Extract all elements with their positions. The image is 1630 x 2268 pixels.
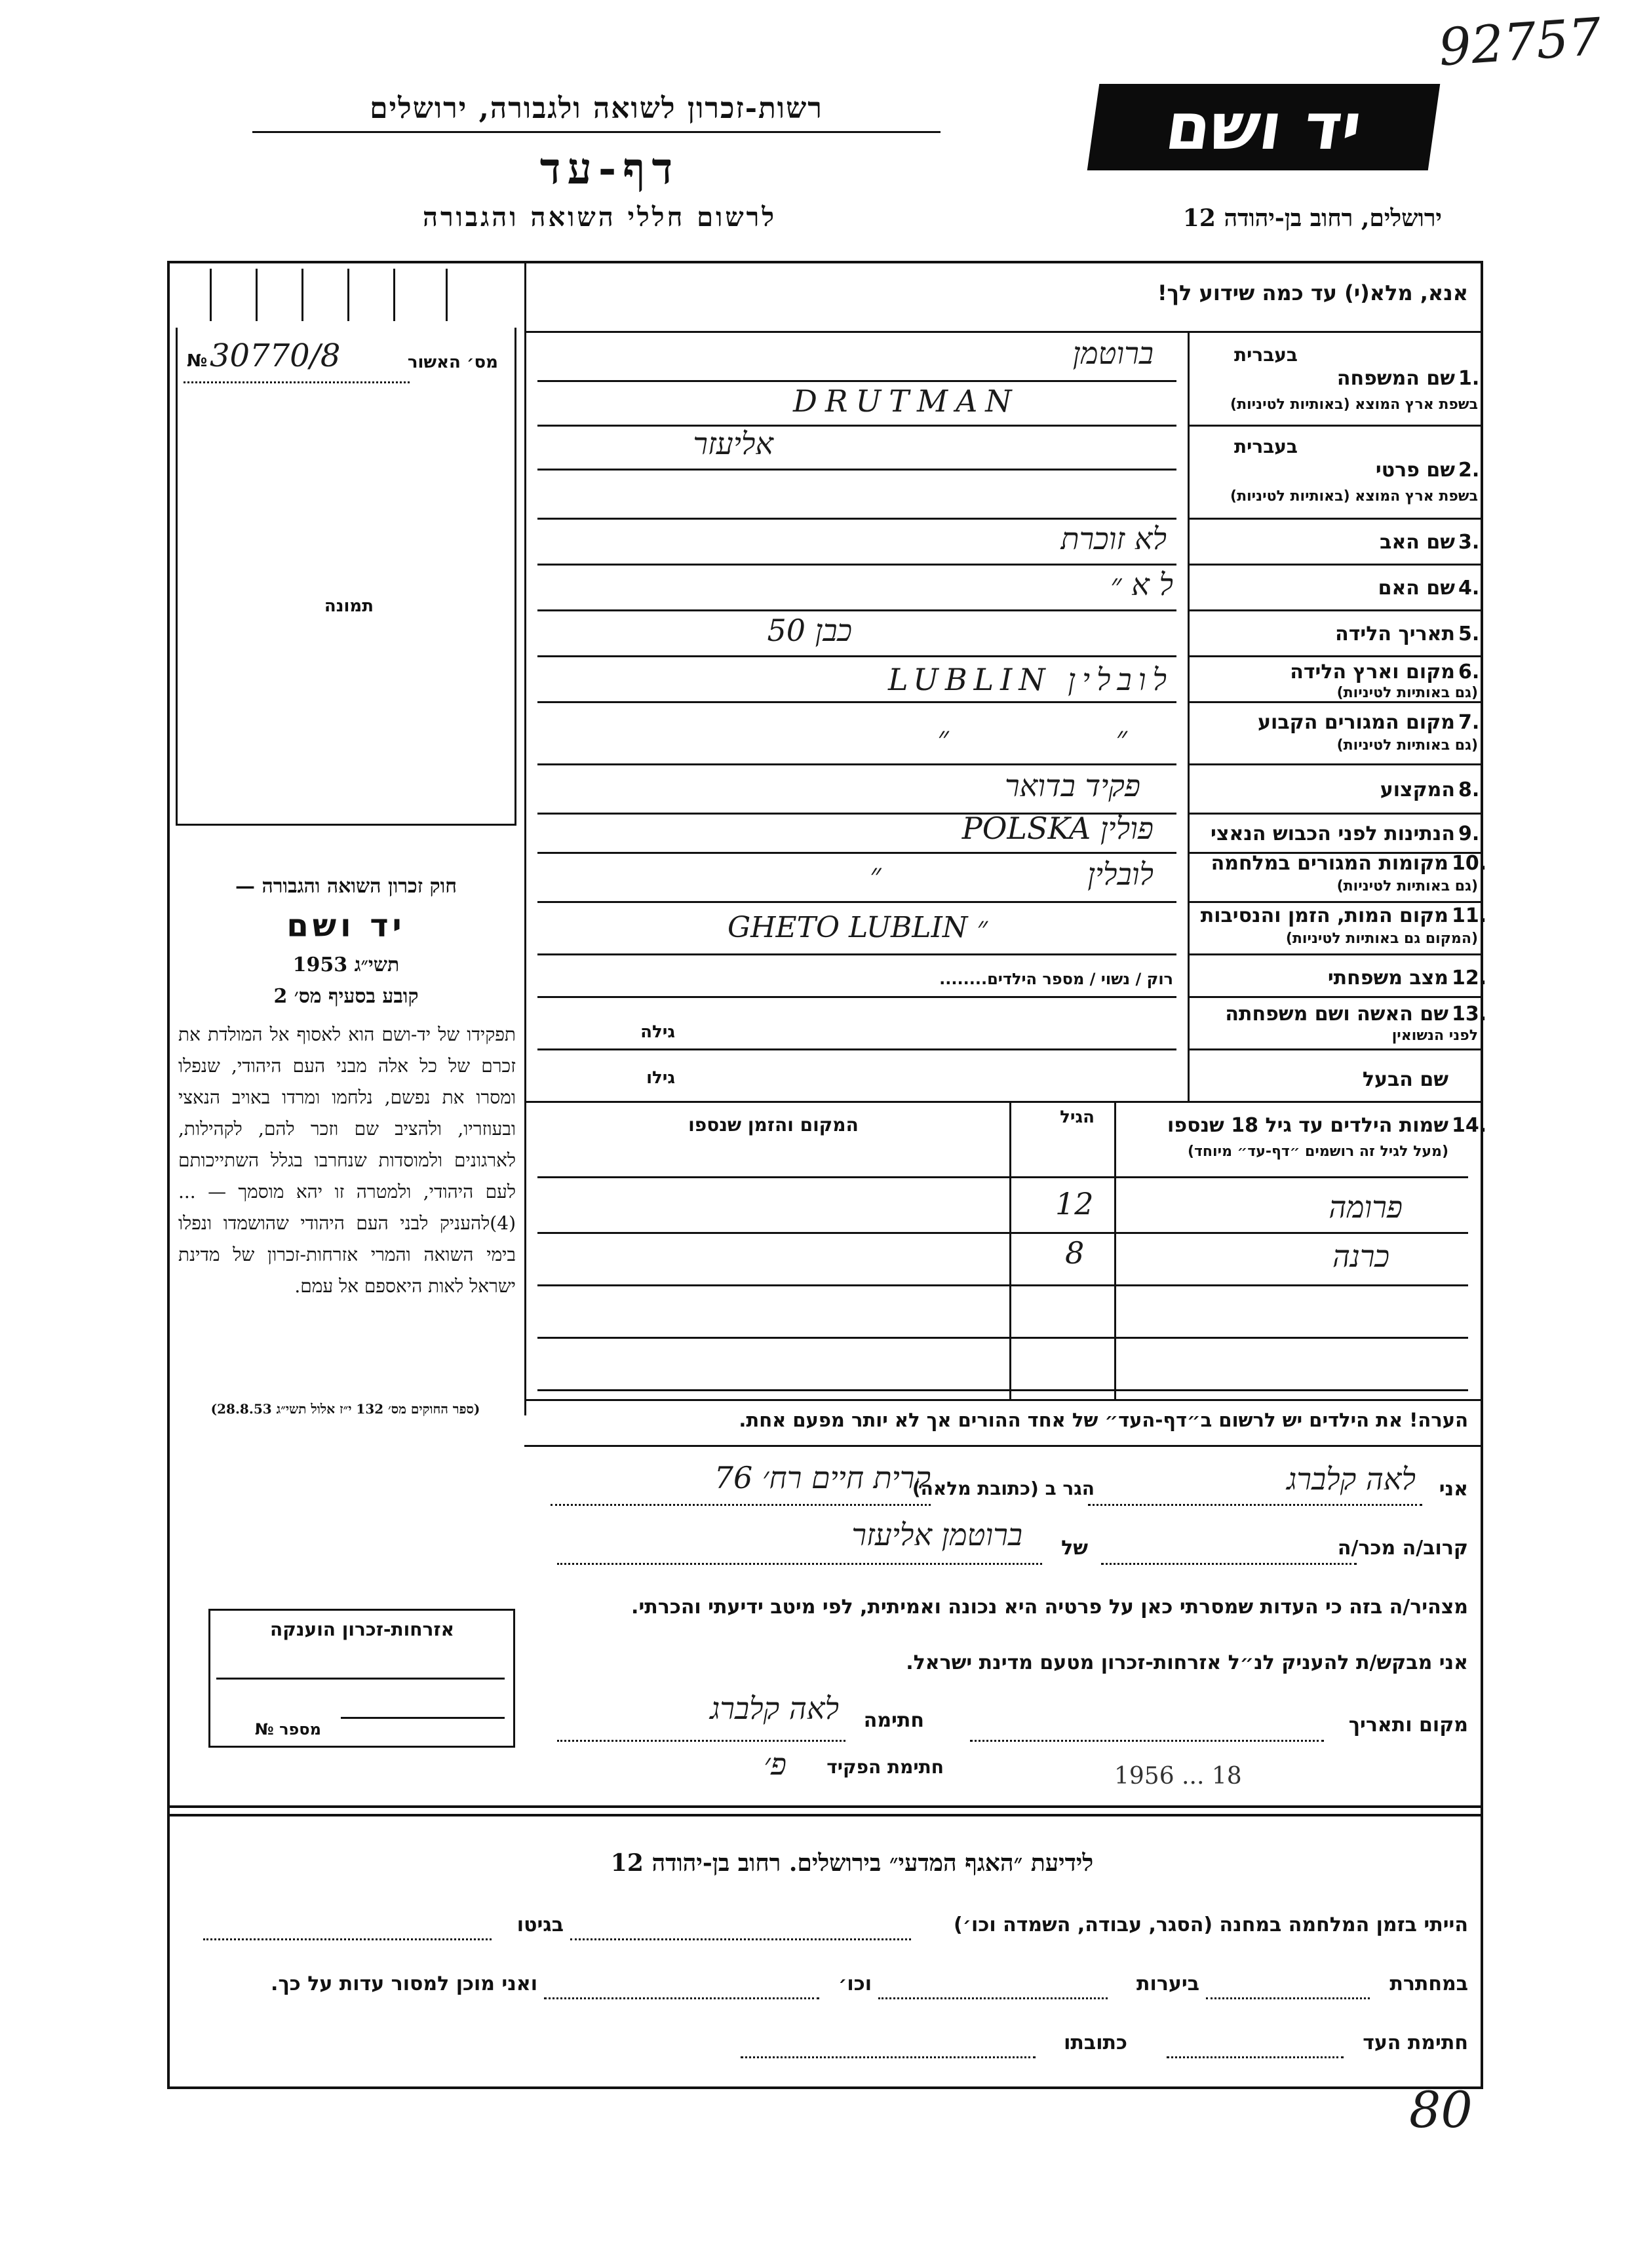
note-bottom-rule bbox=[524, 1445, 1483, 1447]
row-sep-5 bbox=[1188, 655, 1483, 657]
field-6-number: 6. bbox=[1458, 661, 1480, 683]
request: אני מבקש/ת להעניק לנ״ל אזרחות-זכרון מטעם מדינת ישראל. bbox=[906, 1651, 1468, 1674]
field-5-number: 5. bbox=[1458, 623, 1480, 645]
org-underline bbox=[252, 131, 941, 133]
photo-label: תמונה bbox=[324, 596, 374, 616]
footer-etc-label: וכו׳ bbox=[838, 1972, 872, 1995]
field-3-value: לא זוכרת bbox=[1060, 521, 1167, 556]
footer-rule-1 bbox=[167, 1805, 1483, 1808]
law-name: יד ושם bbox=[286, 908, 406, 944]
field-12-number: 12. bbox=[1452, 967, 1487, 990]
field-1-hebrew: ברוטמן bbox=[1072, 336, 1154, 371]
note: הערה! את הילדים יש לרשום ב״דף-העד״ של אחד ההורים אך לא יותר מפעם אחת. bbox=[739, 1409, 1468, 1431]
declarant-ani: אני bbox=[1439, 1478, 1468, 1501]
officer-label: חתימת הפקיד bbox=[826, 1756, 944, 1778]
children-top-rule bbox=[524, 1101, 1483, 1103]
of-value: ברוטמן אליעזר bbox=[851, 1517, 1022, 1552]
children-number: 14. bbox=[1452, 1114, 1487, 1137]
field-1-heb-label: בעברית bbox=[1233, 344, 1298, 366]
line-9 bbox=[537, 852, 1176, 854]
labels-divider-lower bbox=[1188, 1009, 1190, 1101]
declarant-address-line bbox=[551, 1504, 931, 1506]
children-col-1 bbox=[1009, 1101, 1011, 1399]
form-subtitle: לרשום חללי השואה והגבורה bbox=[422, 202, 777, 233]
field-2-hebrew: אליעזר bbox=[693, 426, 773, 461]
row-sep-13 bbox=[1188, 1048, 1483, 1050]
child-2-age: 8 bbox=[1065, 1235, 1085, 1271]
children-row-2 bbox=[537, 1284, 1468, 1286]
footer-witness-sig-label: חתימת העד bbox=[1363, 2031, 1468, 2054]
footer-underground-label: במחתרת bbox=[1389, 1972, 1468, 1995]
footer-witness-sig-line bbox=[1167, 2056, 1344, 2058]
line-2b bbox=[537, 518, 1176, 520]
footer-address-line bbox=[741, 2056, 1036, 2058]
labels-divider bbox=[1188, 331, 1190, 1101]
field-13-label: שם האשה ושם משפחתה bbox=[1225, 1003, 1448, 1026]
org-line: רשות-זכרון לשואה ולגבורה, ירושלים bbox=[370, 92, 823, 125]
line-5 bbox=[537, 655, 1176, 657]
field-8-label: המקצוע bbox=[1380, 778, 1455, 801]
field-5-label: תאריך הלידה bbox=[1335, 623, 1455, 645]
field-5-value: כבן 50 bbox=[767, 613, 852, 648]
field-1-label: שם המשפחה bbox=[1336, 367, 1455, 390]
declarant-address: קרית חיים רח׳ 76 bbox=[714, 1460, 931, 1495]
field-7-label: מקום המגורים הקבוע bbox=[1258, 711, 1455, 734]
field-4-label: שם האם bbox=[1378, 577, 1455, 600]
children-title: שמות הילדים עד גיל 18 שנספו bbox=[1167, 1114, 1448, 1137]
footer-testify-label: ואני מוכן למסור עדות על כך. bbox=[271, 1972, 537, 1995]
note-top-rule bbox=[524, 1399, 1483, 1401]
field-9-number: 9. bbox=[1458, 822, 1480, 845]
row-sep-1 bbox=[1188, 425, 1483, 427]
line-2a bbox=[537, 469, 1176, 471]
field-7-number: 7. bbox=[1458, 711, 1480, 734]
field-4-number: 4. bbox=[1458, 577, 1480, 600]
archive-number: 92757 bbox=[1437, 7, 1603, 78]
instruction: אנא, מלא(י) עד כמה שידוע לך! bbox=[1157, 280, 1468, 305]
line-6 bbox=[537, 701, 1176, 703]
field-12-label: מצב משפחתי bbox=[1327, 967, 1448, 990]
law-clause: קובע בסעיף מס׳ 2 bbox=[273, 985, 419, 1008]
form-title: דף-עד bbox=[539, 143, 680, 194]
line-10 bbox=[537, 901, 1176, 903]
certificate-number-label: מספר № bbox=[254, 1720, 321, 1739]
place-date-line bbox=[970, 1740, 1324, 1742]
place-date-label: מקום ותאריך bbox=[1348, 1714, 1468, 1737]
line-3 bbox=[537, 564, 1176, 566]
field-10-sub: (גם באותיות לטיניות) bbox=[1336, 878, 1478, 894]
certificate-line-1 bbox=[216, 1678, 505, 1680]
officer-signature: פ׳ bbox=[764, 1746, 786, 1782]
husband-label: שם הבעל bbox=[1362, 1068, 1448, 1091]
line-11 bbox=[537, 953, 1176, 955]
field-7-value: ״ ״ bbox=[937, 720, 1127, 755]
left-column-divider bbox=[524, 261, 526, 1415]
signature-label: חתימה bbox=[863, 1709, 924, 1732]
row-sep-12 bbox=[1188, 996, 1483, 998]
declaration: מצהיר/ה בזה כי העדות שמסרתי כאן על פרטיה היא נכונה ואמיתית, לפי מיטב ידיעתי והכרתי. bbox=[631, 1596, 1468, 1619]
instruction-rule bbox=[524, 331, 1483, 333]
date-stamp: 1956 ... 18 bbox=[1114, 1763, 1242, 1790]
field-2-heb-label: בעברית bbox=[1233, 436, 1298, 457]
children-row-3 bbox=[537, 1337, 1468, 1339]
field-1-sub: בשפת ארץ המוצא (באותיות לטיניות) bbox=[1230, 396, 1478, 413]
field-11-label: מקום המות, הזמן והנסיבות bbox=[1200, 904, 1448, 927]
approval-line bbox=[184, 381, 410, 383]
field-1-number: 1. bbox=[1458, 367, 1480, 390]
field-2-label: שם פרטי bbox=[1375, 459, 1455, 482]
line-1a bbox=[537, 380, 1176, 382]
of-label: של bbox=[1061, 1537, 1088, 1560]
child-2-name: כרנה bbox=[1332, 1239, 1389, 1274]
children-header-rule bbox=[537, 1176, 1468, 1178]
field-4-value: ל א ״ bbox=[1110, 567, 1173, 602]
approval-box bbox=[176, 328, 516, 826]
field-6-label: מקום וארץ הלידה bbox=[1290, 661, 1455, 683]
row-sep-4 bbox=[1188, 609, 1483, 611]
children-col-2 bbox=[1114, 1101, 1116, 1399]
page-number: 80 bbox=[1409, 2081, 1473, 2139]
footer-address-label: כתובתו bbox=[1064, 2031, 1127, 2054]
field-13-sub: לפני הנשואין bbox=[1391, 1028, 1478, 1044]
declarant-name-line bbox=[1088, 1504, 1422, 1506]
field-10-value: לובלין ״ bbox=[870, 856, 1154, 892]
field-13-value: גילה bbox=[640, 1022, 675, 1042]
tick-boxes bbox=[197, 269, 511, 321]
children-row-4 bbox=[537, 1389, 1468, 1391]
child-1-age: 12 bbox=[1055, 1186, 1094, 1221]
certificate-title: אזרחות-זכרון הוענקה bbox=[270, 1619, 454, 1640]
declarant-name: לאה קלברג bbox=[1287, 1461, 1416, 1497]
footer-forests-label: ביערות bbox=[1136, 1972, 1199, 1995]
field-12-value: רוק / נשוי / מספר הילדים........ bbox=[939, 970, 1173, 988]
field-2-number: 2. bbox=[1458, 459, 1480, 482]
footer-ghetto-line bbox=[203, 1938, 492, 1940]
children-sub: (מעל לגיל זה רושמים ״דף-עד״ מיוחד) bbox=[1187, 1144, 1448, 1160]
field-6-value: לובלין LUBLIN bbox=[888, 662, 1173, 697]
yad-vashem-logo bbox=[1087, 84, 1441, 170]
law-text: תפקידו של יד-ושם הוא לאסוף אל המולדת את זכרם של כל אלה מבני העם היהודי, שנפלו ומסרו את נפשם, נלחמו ומרדו באויב הנאצי ובעוזריו, ולהציב שם וזכר להם, לקהילות, לארגונים ולמוסדות שנחרבו בגלל השתייכותם לעם היהודי, ולמטרה זו יהא מוסמך — ...(4)להעניק לבני העם היהודי שהושמדו ונפלו בימי השואה והמרי אזרחות-זכרון של מדינת ישראל לאות היאספם אל עמם. bbox=[178, 1024, 516, 1297]
field-10-label: מקומות המגורים במלחמה bbox=[1211, 852, 1448, 875]
line-4 bbox=[537, 609, 1176, 611]
field-9-label: הנתינות לפני הכבוש הנאצי bbox=[1211, 822, 1455, 845]
footer-etc-line bbox=[544, 1997, 819, 1999]
footer-rule-2 bbox=[167, 1814, 1483, 1816]
field-9-value: פולין POLSKA bbox=[961, 811, 1154, 846]
children-place-header: המקום והזמן שנספו bbox=[688, 1114, 859, 1136]
relation-line bbox=[1101, 1563, 1357, 1565]
row-sep-6 bbox=[1188, 701, 1483, 703]
field-6-sub: (גם באותיות לטיניות) bbox=[1336, 685, 1478, 701]
field-1-latin: DRUTMAN bbox=[793, 383, 1020, 419]
field-2-sub: בשפת ארץ המוצא (באותיות לטיניות) bbox=[1230, 488, 1478, 505]
footer-camp-line bbox=[570, 1938, 911, 1940]
footer-title: לידיעת ״האגף המדעי״ בירושלים. רחוב בן-יהודה 12 bbox=[610, 1849, 1094, 1877]
children-row-1 bbox=[537, 1232, 1468, 1234]
footer-forests-line bbox=[878, 1997, 1108, 1999]
field-3-label: שם האב bbox=[1380, 531, 1455, 554]
husband-value: גילו bbox=[646, 1068, 675, 1088]
approval-number: 30770/8 bbox=[210, 337, 341, 374]
law-source: (ספר החוקים מס׳ 132 י״ז אלול תשי״ג 28.8.53) bbox=[210, 1401, 480, 1417]
footer-camp-label: הייתי בזמן המלחמה במחנה (הסגר, עבודה, השמדה וכו׳) bbox=[954, 1913, 1468, 1936]
line-13 bbox=[537, 1048, 1176, 1050]
of-line bbox=[557, 1563, 1042, 1565]
approval-label: מס׳ האשור bbox=[407, 353, 498, 372]
signature-line bbox=[557, 1740, 845, 1742]
field-3-number: 3. bbox=[1458, 531, 1480, 554]
address: ירושלים, רחוב בן-יהודה 12 bbox=[1182, 204, 1442, 232]
row-sep-10 bbox=[1188, 901, 1483, 903]
field-8-value: פקיד בדואר bbox=[1004, 768, 1140, 803]
relation-label: קרוב/ה מכר/ה bbox=[1337, 1537, 1468, 1560]
child-1-name: פרומה bbox=[1329, 1189, 1403, 1225]
line-12 bbox=[537, 996, 1176, 998]
field-10-number: 10. bbox=[1452, 852, 1487, 875]
row-sep-8 bbox=[1188, 813, 1483, 815]
field-7-sub: (גם באותיות לטיניות) bbox=[1336, 737, 1478, 754]
law-year: תשי״ג 1953 bbox=[292, 953, 400, 976]
row-sep-11 bbox=[1188, 953, 1483, 955]
signature: לאה קלברג bbox=[710, 1691, 839, 1726]
law-title: חוק זכרון השואה והגבורה — bbox=[235, 875, 457, 898]
footer-underground-line bbox=[1206, 1997, 1370, 1999]
certificate-line-2 bbox=[341, 1717, 505, 1719]
row-sep-3 bbox=[1188, 564, 1483, 566]
field-8-number: 8. bbox=[1458, 778, 1480, 801]
field-13-number: 13. bbox=[1452, 1003, 1487, 1026]
field-11-number: 11. bbox=[1452, 904, 1487, 927]
row-sep-7 bbox=[1188, 763, 1483, 765]
field-11-value: GHETO LUBLIN ״ bbox=[728, 911, 988, 944]
footer-ghetto-label: בגיטו bbox=[516, 1913, 564, 1936]
line-7 bbox=[537, 763, 1176, 765]
declarant-resident-label: הגר ב (כתובת מלאה) bbox=[912, 1478, 1095, 1499]
logo-text: יד ושם bbox=[1161, 90, 1367, 164]
row-sep-2 bbox=[1188, 518, 1483, 520]
field-11-sub: (המקום גם באותיות לטיניות) bbox=[1285, 931, 1478, 947]
children-age-header: הגיל bbox=[1060, 1107, 1095, 1127]
approval-no-symbol: № bbox=[187, 351, 208, 371]
